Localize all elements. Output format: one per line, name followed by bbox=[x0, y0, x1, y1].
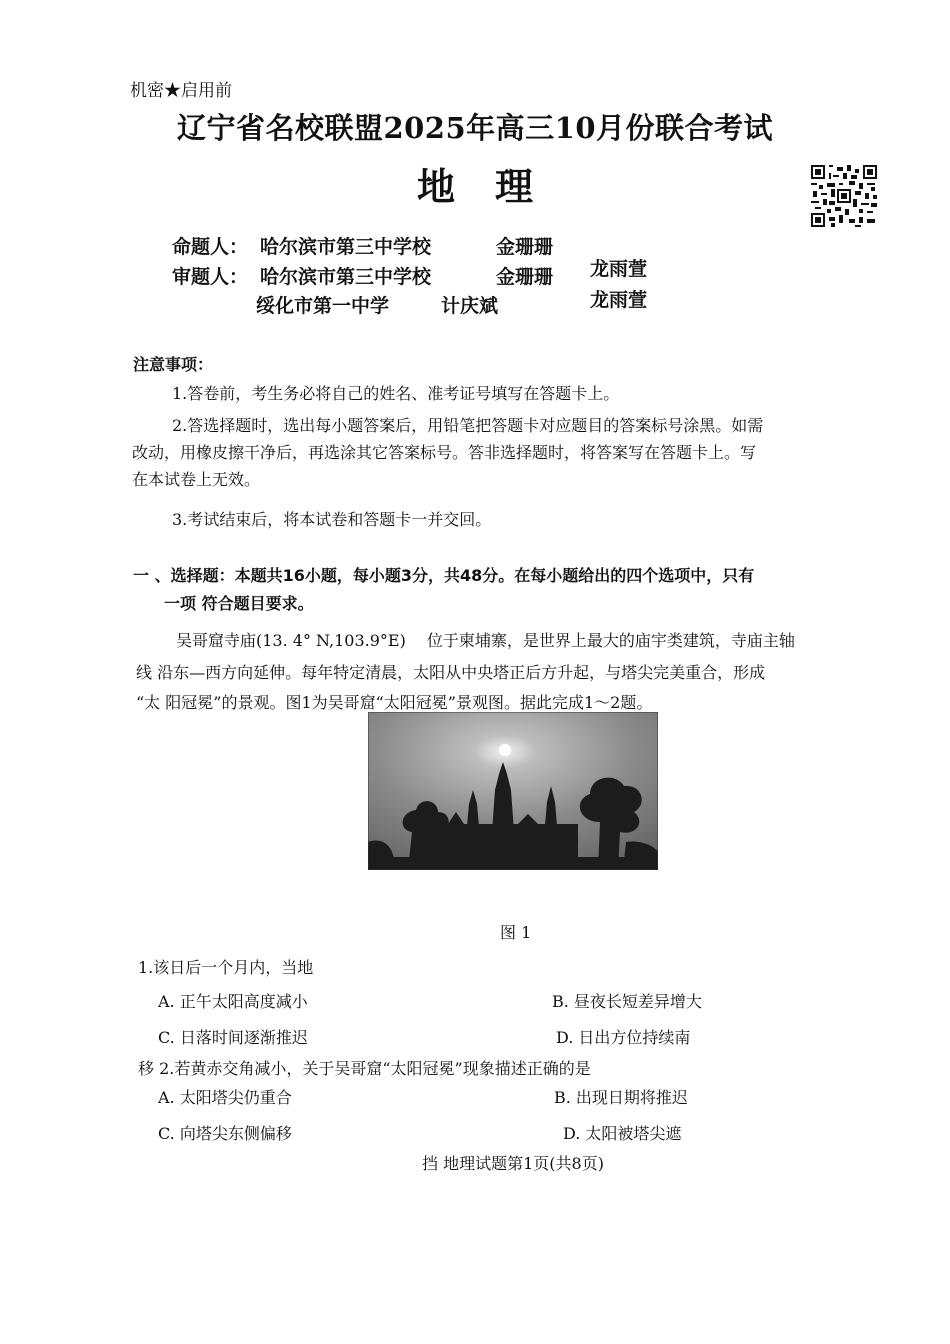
proposer-name: 金珊珊 bbox=[496, 236, 554, 258]
notice-item-2-line-3: 在本试卷上无效。 bbox=[132, 470, 261, 489]
question-1-stem: 1.该日后一个月内，当地 bbox=[138, 958, 314, 977]
question-2-option-b: B. 出现日期将推迟 bbox=[554, 1088, 688, 1107]
notice-item-2-line-2: 改动，用橡皮擦干净后，再选涂其它答案标号。答非选择题时，将答案写在答题卡上。写 bbox=[132, 443, 757, 462]
question-1-option-b: B. 昼夜长短差异增大 bbox=[552, 992, 702, 1011]
notice-item-2-line-1: 2.答选择题时，选出每小题答案后，用铅笔把答题卡对应题目的答案标号涂黑。如需 bbox=[172, 416, 764, 435]
proposer-school: 哈尔滨市第三中学校 bbox=[260, 236, 432, 258]
side-name-1: 龙雨萱 bbox=[590, 258, 648, 280]
question-1-option-d: D. 日出方位持续南 bbox=[556, 1028, 691, 1047]
notice-item-3: 3.考试结束后，将本试卷和答题卡一并交回。 bbox=[172, 510, 492, 529]
reviewer-school: 哈尔滨市第三中学校 bbox=[260, 266, 432, 288]
reviewer-name-2: 计庆斌 bbox=[441, 295, 499, 317]
exam-title: 辽宁省名校联盟2025年高三10月份联合考试 bbox=[176, 111, 774, 145]
proposer-label: 命题人： bbox=[172, 236, 249, 258]
qr-code-icon[interactable] bbox=[811, 165, 877, 227]
question-2-option-c: C. 向塔尖东侧偏移 bbox=[158, 1124, 292, 1143]
notice-heading: 注意事项： bbox=[133, 355, 214, 374]
section-heading-line-1: 一 、选择题：本题共16小题，每小题3分，共48分。在每小题给出的四个选项中，只有 bbox=[133, 566, 755, 585]
question-2-stem: 移 2.若黄赤交角减小，关于吴哥窟“太阳冠冕”现象描述正确的是 bbox=[138, 1059, 591, 1078]
question-2-option-a: A. 太阳塔尖仍重合 bbox=[158, 1088, 292, 1107]
figure-caption: 图 1 bbox=[500, 923, 532, 942]
reviewer-label: 审题人： bbox=[172, 266, 249, 288]
question-1-option-c: C. 日落时间逐渐推迟 bbox=[158, 1028, 308, 1047]
section-heading-line-2: 一项 符合题目要求。 bbox=[164, 594, 314, 613]
notice-item-1: 1.答卷前，考生务必将自己的姓名、准考证号填写在答题卡上。 bbox=[172, 384, 620, 403]
passage-line-1: 吴哥窟寺庙(13. 4° N,103.9°E) 位于柬埔寨，是世界上最大的庙宇类建筑，寺庙主轴 bbox=[176, 631, 795, 650]
question-2-option-d: D. 太阳被塔尖遮 bbox=[563, 1124, 682, 1143]
question-1-option-a: A. 正午太阳高度减小 bbox=[158, 992, 308, 1011]
passage-line-2: 线 沿东—西方向延伸。每年特定清晨，太阳从中央塔正后方升起，与塔尖完美重合，形成 bbox=[136, 663, 766, 682]
reviewer-school-2: 绥化市第一中学 bbox=[256, 295, 390, 317]
passage-line-3: “太 阳冠冕”的景观。图1为吴哥窟“太阳冠冕”景观图。据此完成1～2题。 bbox=[136, 693, 653, 712]
confidential-label: 机密★启用前 bbox=[130, 81, 232, 101]
subject-title: 地理 bbox=[416, 164, 573, 209]
angkor-wat-photo bbox=[368, 712, 658, 870]
reviewer-name: 金珊珊 bbox=[496, 266, 554, 288]
side-name-2: 龙雨萱 bbox=[590, 289, 648, 311]
page-footer: 挡 地理试题第1页(共8页) bbox=[422, 1154, 604, 1173]
